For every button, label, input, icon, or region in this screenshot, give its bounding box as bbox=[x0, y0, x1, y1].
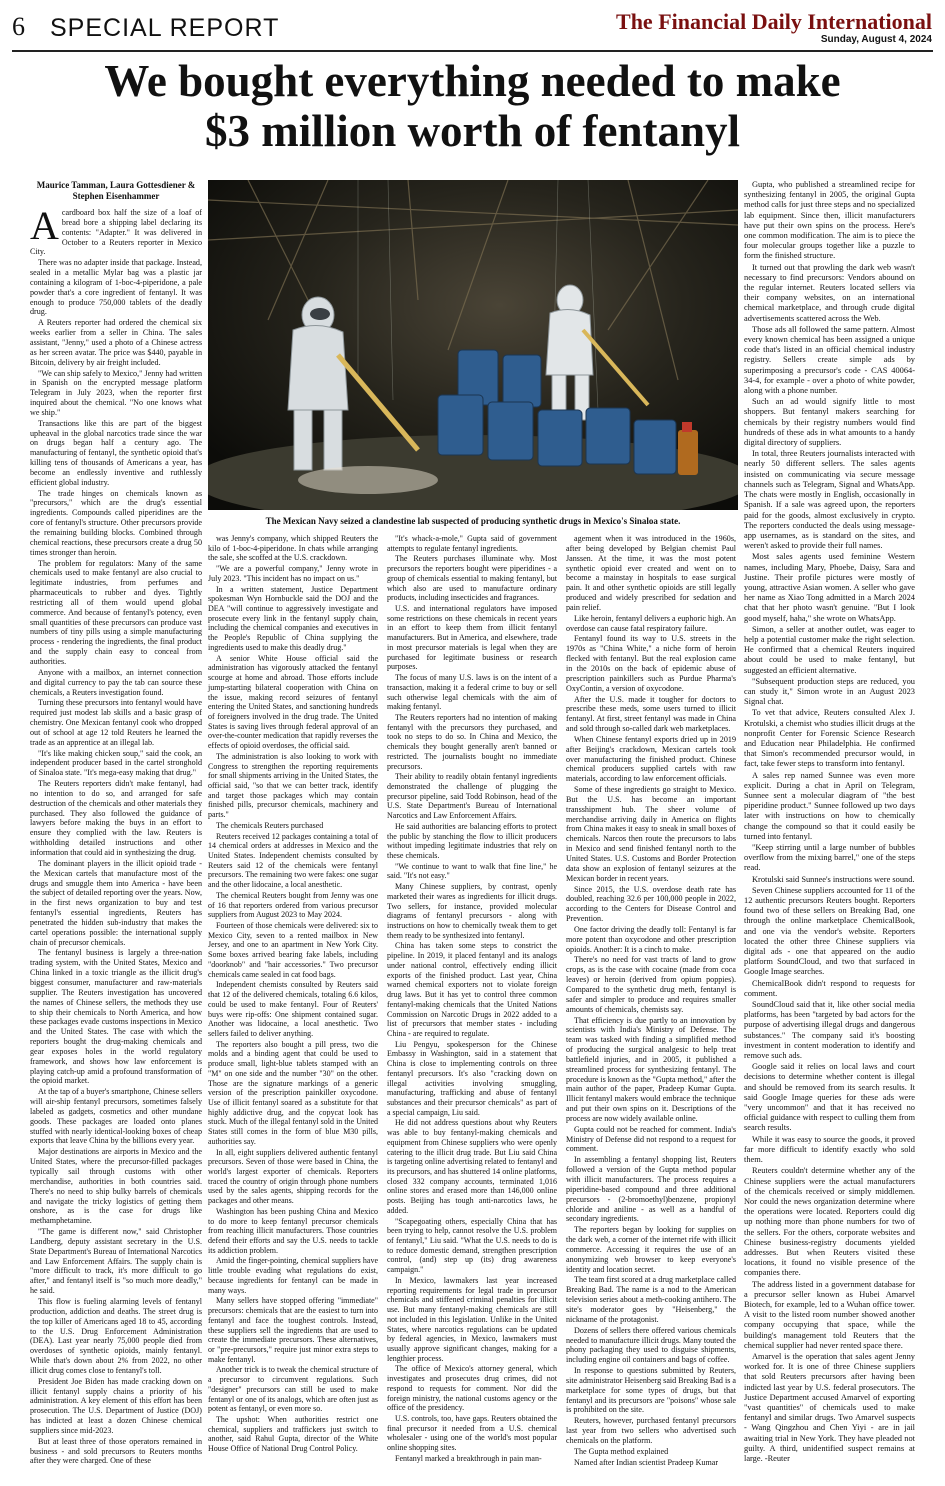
paragraph: The team first scored at a drug marketplace called Breaking Bad. The name is a nod to the American television series about a meth-cooking antihero. The site's moderator goes by "Heisenberg," the nickname of the protagonist. bbox=[566, 1275, 736, 1324]
paragraph: Dozens of sellers there offered various chemicals needed to manufacture illicit drugs. Many touted the phony packaging they used to disguise shipments, including engine oil containers and bags of coffee. bbox=[566, 1325, 736, 1365]
paragraph: In response to questions submitted by Reuters, site administrator Heisenberg said Breaking Bad is a marketplace for some types of drugs, but that fentanyl and its precursors are "poisons" whose sale is prohibited on the site. bbox=[566, 1366, 737, 1415]
drop-cap: A bbox=[30, 203, 59, 248]
column-1 bbox=[30, 180, 202, 1467]
paragraph: "Subsequent production steps are reduced, you can study it," Simon wrote in an August 2023 Signal chat. bbox=[744, 676, 915, 707]
paragraph: Those ads all followed the same pattern. Almost every known chemical has been assigned a unique code that's listed in an official chemical industry registry. Sellers create simple ads by superimposing a precursor's code - CAS 40064-34-4, for example - over a photo of white powder, along with a phone number. bbox=[744, 324, 915, 396]
paragraph: Fourteen of those chemicals were delivered: six to Mexico City, seven to a rented mailbox in New Jersey, and one to an apartment in New York City. Some boxes arrived bearing fake labels, including "doorknob" and "hair accessories." Two precursor chemicals came sealed in cat food bags. bbox=[208, 921, 378, 979]
paragraph: The chemical Reuters bought from Jenny was one of 16 that reporters ordered from various precursor suppliers from August 2023 to May 2024. bbox=[208, 890, 378, 920]
article-body bbox=[30, 180, 915, 1476]
paragraph: Fentanyl found its way to U.S. streets in the 1970s as "China White," a niche form of heroin flecked with fentanyl. But the real explosion came in the 2010s on the back of epidemic abuse of prescription painkillers such as Purdue Pharma's OxyContin, a version of oxycodone. bbox=[566, 634, 736, 693]
paragraph: After the U.S. made it tougher for doctors to prescribe these meds, some users turned to illicit fentanyl. At first, street fentanyl was made in China and sold through so-called dark web marketplaces. bbox=[566, 694, 736, 734]
paragraph: A senior White House official said the administration has vigorously attacked the fentanyl scourge at home and abroad. Those efforts include jump-starting bilateral cooperation with China on the issue, making record seizures of fentanyl entering the United States, and sanctioning hundreds of foreigners involved in the drug trade. The United States is saving lives through federal approval of an over-the-counter medication that rapidly reverses the effects of opioid overdoses, the official said. bbox=[208, 653, 378, 751]
lab-photo bbox=[208, 180, 738, 510]
paragraph: Major destinations are airports in Mexico and the United States, where the precursor-filled packages typically sail through customs with other merchandise, authorities in both countries said. There's no need to ship bulky barrels of chemicals and navigate the tricky logistics of getting them onshore, as is the case for drugs like methamphetamine. bbox=[30, 1147, 202, 1226]
paragraph: U.S. controls, too, have gaps. Reuters obtained the final precursor it needed from a U.S. chemical wholesaler - using one of the world's most popular online shopping sites. bbox=[387, 1413, 557, 1453]
paragraph: The reporters began by looking for supplies on the dark web, a corner of the internet rife with illicit commerce. Accessing it requires the use of an anonymizing web browser to keep everyone's identity and location secret. bbox=[566, 1225, 736, 1274]
paragraph: Reuters, however, purchased fentanyl precursors last year from two sellers who advertised such chemicals on the platform. bbox=[566, 1416, 736, 1445]
paragraph: Many sellers have stopped offering "immediate" precursors: chemicals that are the easiest to turn into fentanyl and face the toughest controls. Instead, these suppliers sell the ingredients that are used to create the immediate precursors. These alternatives, or "pre-precursors," require just minor extra steps to make fentanyl. bbox=[208, 1296, 378, 1364]
paragraph: In Mexico, lawmakers last year increased reporting requirements for legal trade in precursor chemicals and stiffened criminal penalties for illicit use. But many fentanyl-making chemicals are still not included in this legislation. Unlike in the United States, where narcotics regulations can be updated by federal agencies, in Mexico, lawmakers must usually approve significant changes, making for a lengthier process. bbox=[387, 1275, 557, 1363]
paragraph: That efficiency is due partly to an innovation by scientists with India's Ministry of Defense. The team was tasked with finding a simplified method of producing the surgical analgesic to help treat battlefield injuries, and in 2005, it published a streamlined process for synthesizing fentanyl. The procedure is known as the "Gupta method," after the main author of the paper, Pradeep Kumar Gupta. Illicit fentanyl makers would embrace the technique and put their own spins on it. Descriptions of the process are now widely available online. bbox=[566, 1015, 737, 1123]
paragraph: was Jenny's company, which shipped Reuters the kilo of 1-boc-4-piperidone. In chats while arranging the sale, she scoffed at the U.S. crackdown. bbox=[208, 534, 378, 563]
header-rule bbox=[12, 50, 933, 52]
paragraph: It turned out that prowling the dark web wasn't necessary to find precursors: Vendors abound on the regular internet. Reuters located sellers via their company websites, on an international chemical marketplace, and through crude digital advertisements scattered across the Web. bbox=[744, 262, 915, 323]
paragraph: The office of Mexico's attorney general, which investigates and prosecutes drug crimes, did not respond to requests for comment. Nor did the foreign ministry, the national customs agency or the office of the presidency. bbox=[387, 1364, 557, 1413]
paragraph: There's no need for vast tracts of land to grow crops, as is the case with cocaine (made from coca leaves) or heroin (derived from opium poppies). Compared to the synthetic drug meth, fentanyl is safer and simpler to produce and requires smaller amounts of chemicals, chemists say. bbox=[566, 955, 736, 1014]
paragraph: A Reuters reporter had ordered the chemical six weeks earlier from a seller in China. The sales assistant, "Jenny," used a photo of a Chinese actress as her screen avatar. The price was $440, payable in Bitcoin, delivery by air freight included. bbox=[30, 318, 202, 367]
paragraph: The administration is also looking to work with Congress to strengthen the reporting requirements for small shipments arriving in the United States, the official said, "so that we can better track, identify and target those packages which may contain finished pills, precursor chemicals, machinery and parts." bbox=[208, 751, 378, 820]
paragraph: Some of these ingredients go straight to Mexico. But the U.S. has become an important transshipment hub. The sheer volume of merchandise arriving daily in America on flights from China makes it easy to sneak in small boxes of chemicals. Narcos then route the precursors to labs in Mexico and send finished fentanyl north to the United States. U.S. Customs and Border Protection data show an explosion of fentanyl seizures at the Mexican border in recent years. bbox=[566, 785, 736, 883]
paragraph: Google said it relies on local laws and court decisions to determine whether content is illegal and should be removed from its search results. It said Google Image queries for these ads were "very uncommon" and that it has received no official guidance with respect to culling them from search results. bbox=[744, 1062, 915, 1133]
paragraph: Since 2015, the U.S. overdose death rate has doubled, reaching 32.6 per 100,000 people in 2022, according to the Centers for Disease Control and Prevention. bbox=[566, 884, 736, 924]
paragraph: Reuters couldn't determine whether any of the Chinese suppliers were the actual manufacturers of the chemicals received or simply middlemen. Nor could the news organization determine where the operations were located. Reporters could dig up nothing more than phone numbers for two of the sellers. For the others, corporate websites and Chinese business-registry documents yielded addresses. But when Reuters visited these locations, it found no visible presence of the companies there. bbox=[744, 1166, 915, 1278]
headline bbox=[20, 56, 925, 156]
paragraph: SoundCloud said that it, like other social media platforms, has been "targeted by bad actors for the purpose of advertising illegal drugs and dangerous substances." The company said it's boosting investment in content moderation to identify and remove such ads. bbox=[744, 1000, 915, 1061]
paragraph: Most sales agents used feminine Western names, including Mary, Phoebe, Daisy, Sara and Justine. Their profile pictures were mostly of young, attractive Asian women. A seller who gave her name as Xiao Tong admitted in a March 2024 chat that her photo wasn't genuine. "But I look good myself, haha," she wrote on WhatsApp. bbox=[744, 552, 915, 623]
paragraph: The Reuters purchases illuminate why. Most precursors the reporters bought were piperidines - a group of chemicals essential to making fentanyl, but which also are used to manufacture ordinary products, including insecticides and fragrances. bbox=[387, 554, 557, 603]
paragraph: Named after Indian scientist Pradeep Kumar bbox=[574, 1457, 719, 1467]
paragraph: "We are a powerful company," Jenny wrote in July 2023. "This incident has no impact on us." bbox=[208, 564, 378, 583]
paragraph: China has taken some steps to constrict the pipeline. In 2019, it placed fentanyl and its analogs under national control, effectively ending illicit exports of the finished product. Last year, China warned chemical exporters not to violate foreign drug laws. But it has yet to control three common fentanyl-making chemicals that the United Nations Commission on Narcotic Drugs in 2022 added to a list of precursors that member states - including China - are required to regulate. bbox=[387, 941, 557, 1038]
paragraph: He said authorities are balancing efforts to protect the public by stanching the flow to illicit producers without impeding legitimate industries that rely on these chemicals. bbox=[387, 821, 557, 860]
paragraph: "We continue to want to walk that fine line," he said. "It's not easy." bbox=[387, 861, 557, 881]
paragraph: The dominant players in the illicit opioid trade - the Mexican cartels that manufacture most of the drugs and smuggle them into America - have been the subject of detailed reporting over the years. Now, in the first news organization to buy and test fentanyl's essential ingredients, Reuters has penetrated the hidden sub-industry that makes the cartel operations possible: the international supply chain of precursor chemicals. bbox=[30, 858, 202, 947]
paragraph: Anyone with a mailbox, an internet connection and digital currency to pay the tab can source these chemicals, a Reuters investigation found. bbox=[30, 667, 202, 697]
paragraph: When Chinese fentanyl exports dried up in 2019 after Beijing's crackdown, Mexican cartels took over manufacturing the finished product. Chinese chemical producers supplied cartels with raw materials, according to law enforcement officials. bbox=[566, 734, 736, 784]
paragraph: "It's whack-a-mole," Gupta said of government attempts to regulate fentanyl ingredients. bbox=[387, 534, 557, 553]
column-5 bbox=[744, 180, 915, 1465]
paragraph: The Reuters reporters didn't make fentanyl, had no intention to do so, and arranged for safe destruction of the chemicals and other materials they purchased. They also followed the guidance of lawyers before making the buys in an effort to ensure they complied with the law. Reuters is withholding detailed instructions and other information that could aid in synthesizing the drug. bbox=[30, 779, 202, 857]
column-2 bbox=[208, 534, 378, 1455]
paragraph: While it was easy to source the goods, it proved far more difficult to identify exactly who sold them. bbox=[744, 1134, 915, 1165]
page-header bbox=[12, 8, 932, 48]
paragraph: "Scapegoating others, especially China that has been trying to help, cannot resolve the U.S. problem of fentanyl," Liu said. "What the U.S. needs to do is to reduce domestic demand, strengthen prescription control, (and) step up (its) drug awareness campaign." bbox=[387, 1216, 557, 1275]
paragraph: Reuters received 12 packages containing a total of 14 chemical orders at addresses in Mexico and the United States. Independent chemists consulted by Reuters said 12 of the chemicals were fentanyl precursors. The remaining two were fakes: one sugar and the other lidocaine, a local anesthetic. bbox=[208, 831, 378, 890]
paragraph: The upshot: When authorities restrict one chemical, suppliers and traffickers just switch to another, said Rahul Gupta, director of the White House Office of National Drug Control Policy. bbox=[208, 1414, 378, 1454]
paragraph: Such an ad would signify little to most shoppers. But fentanyl makers searching for chemicals by their registry numbers would find hundreds of these ads in what amounts to a handy digital directory of suppliers. bbox=[744, 397, 915, 448]
lab-photo-image bbox=[208, 180, 738, 510]
issue-date: Sunday, August 4, 2024 bbox=[820, 34, 932, 45]
paragraph: Turning these precursors into fentanyl would have required just modest lab skills and a basic grasp of chemistry. One Mexican fentanyl cook who dropped out of school at age 12 told Reuters he learned the trade as an apprentice at an illegal lab. bbox=[30, 698, 202, 747]
paragraph: The reporters also bought a pill press, two die molds and a binding agent that could be used to produce small, light-blue tablets stamped with an "M" on one side and the number "30" on the other. Those are the signature markings of a generic version of the prescription painkiller oxycodone. Use of illicit fentanyl soared as a substitute for that highly addictive drug, and the copycat look has stuck. Much of the illegal fentanyl sold in the United States still comes in the form of blue M30 pills, authorities say. bbox=[208, 1039, 378, 1146]
photo-caption: The Mexican Navy seized a clandestine lab suspected of producing synthetic drugs in Mexico's Sinaloa state. bbox=[265, 516, 681, 526]
paragraph: A sales rep named Sunnee was even more explicit. During a chat in April on Telegram, Sunnee sent a molecular diagram of "the best piperidine product." Sunnee followed up two days later with instructions on how to chemically change the compound so that it could easily be turned into fentanyl. bbox=[744, 770, 915, 841]
paragraph: "Keep stirring until a large number of bubbles overflow from the mixing barrel," one of the steps read. bbox=[744, 843, 915, 873]
paragraph: Amarvel is the operation that sales agent Jenny worked for. It is one of three Chinese suppliers that sold Reuters precursors after having been indicted last year by U.S. federal prosecutors. The Justice Department accused Amarvel of exporting "vast quantities" of chemicals used to make fentanyl and similar drugs. Two Amarvel suspects - Wang Qingzhou and Chen Yiyi - are in jail awaiting trial in New York. They have pleaded not guilty. A third, unidentified suspect remains at large. -Reuter bbox=[744, 1351, 915, 1463]
paragraph: Independent chemists consulted by Reuters said that 12 of the delivered chemicals, totaling 6.6 kilos, could be used to make fentanyl. Four of Reuters' buys were rip-offs: One shipment contained sugar. Another was lidocaine, a local anesthetic. Two sellers failed to deliver anything. bbox=[208, 980, 378, 1038]
paragraph: Many Chinese suppliers, by contrast, openly marketed their wares as ingredients for illicit drugs. Two sellers, for instance, provided molecular diagrams of fentanyl precursors - along with instructions on how to chemically tweak them to get them ready to be synthesized into fentanyl. bbox=[387, 882, 557, 940]
section-title: SPECIAL REPORT bbox=[50, 14, 280, 42]
paragraph: In all, eight suppliers delivered authentic fentanyl precursors. Seven of those were based in China, the world's largest exporter of chemicals. Reporters traced the country of origin through phone numbers used by the sales agents, shipping records for the packages and other means. bbox=[208, 1147, 378, 1206]
paragraph: Transactions like this are part of the biggest upheaval in the global narcotics trade since the war on drugs began half a century ago. The manufacturing of fentanyl, the synthetic opioid that's killing tens of thousands of Americans a year, has become an endlessly inventive and ruthlessly efficient global industry. bbox=[30, 418, 202, 487]
paragraph: This flow is fueling alarming levels of fentanyl production, addiction and deaths. The street drug is the top killer of Americans aged 18 to 45, according to the U.S. Drug Enforcement Administration (DEA). Last year nearly 75,000 people died from overdoses of synthetic opioids, mainly fentanyl. While that's down about 2% from 2022, no other illicit drug comes close to fentanyl's toll. bbox=[30, 1296, 202, 1375]
paragraph: The Gupta method explained bbox=[574, 1446, 669, 1456]
headline-line-2: $3 million worth of fentanyl bbox=[205, 106, 740, 156]
paragraph: Another trick is to tweak the chemical structure of a precursor to circumvent regulations. Such "designer" precursors can still be used to make fentanyl or one of its analogs, which are often just as potent as fentanyl, or even more so. bbox=[208, 1365, 378, 1414]
paragraph: Fentanyl marked a breakthrough in pain man- bbox=[395, 1453, 542, 1463]
paragraph: The address listed in a government database for a precursor seller known as Hubei Amarvel Biotech, for example, led to a Wuhan office tower. A visit to the listed room number showed another company occupying that space, while the building's management told Reuters that the chemical supplier had never rented space there. bbox=[744, 1279, 915, 1350]
page-number: 6 bbox=[12, 12, 25, 41]
paragraph: Amid the finger-pointing, chemical suppliers have little trouble evading what regulations do exist, because ingredients for fentanyl can be made in many ways. bbox=[208, 1256, 378, 1295]
paragraph: Like heroin, fentanyl delivers a euphoric high. An overdose can cause fatal respiratory failure. bbox=[566, 613, 736, 633]
paragraph: President Joe Biden has made cracking down on illicit fentanyl supply chains a priority of his administration. A key element of this effort has been prosecution. The U.S. Department of Justice (DOJ) has indicted at least a dozen Chinese chemical suppliers since mid-2023. bbox=[30, 1376, 202, 1435]
column-3 bbox=[387, 534, 557, 1465]
paragraph: Gupta could not be reached for comment. India's Ministry of Defense did not respond to a request for comment. bbox=[566, 1124, 736, 1154]
paragraph: In assembling a fentanyl shopping list, Reuters followed a version of the Gupta method popular with illicit manufacturers. The process requires a piperidine-based compound and three additional precursors - (2-bromoethyl)benzene, propionyl chloride and aniline - as well as a handful of secondary ingredients. bbox=[566, 1155, 736, 1224]
headline-line-1: We bought everything needed to make bbox=[104, 56, 841, 106]
paragraph: One factor driving the deadly toll: Fentanyl is far more potent than oxycodone and other prescription opioids. Another: It is a cinch to make. bbox=[566, 924, 736, 954]
masthead: The Financial Daily International bbox=[616, 9, 932, 34]
paragraph: "We can ship safely to Mexico," Jenny had written in Spanish on the encrypted message platform Telegram in July 2023, when the reporter first inquired about the chemical. "No one knows what we ship." bbox=[30, 368, 202, 417]
paragraph: Gupta, who published a streamlined recipe for synthesizing fentanyl in 2005, the original Gupta method calls for just three steps and no specialized lab equipment. Since then, illicit manufacturers have put their own spins on the process. Here's one common modification. The aim is to piece the four molecular groups together like a puzzle to form the finished structure. bbox=[744, 180, 915, 261]
paragraph: Seven Chinese suppliers accounted for 11 of the 12 authentic precursors Reuters bought. Reporters found two of these sellers on Breaking Bad, one through the online marketplace ChemicalBook, and one via the vendor's website. Reporters located the other three Chinese suppliers via digital ads - one that appeared on the audio platform SoundCloud, and two that surfaced in Google Image searches. bbox=[744, 885, 915, 977]
column-4 bbox=[566, 534, 736, 1468]
paragraph: To vet that advice, Reuters consulted Alex J. Krotulski, a chemist who studies illicit drugs at the nonprofit Center for Forensic Science Research and Education near Philadelphia. He confirmed that Simon's recommended precursor would, in fact, take fewer steps to transform into fentanyl. bbox=[744, 708, 915, 769]
paragraph: The chemicals Reuters purchased bbox=[216, 820, 324, 830]
paragraph: cardboard box half the size of a loaf of bread bore a shipping label declaring its contents: "Adapter." It was delivered in October to a Reuters reporter in Mexico City. bbox=[30, 208, 202, 257]
paragraph: The trade hinges on chemicals known as "precursors," which are the drug's essential ingredients. Compounds called piperidines are the core of fentanyl's structure. Other precursors provide the remaining building blocks. Combined through chemical reactions, these precursors create a drug 50 times stronger than heroin. bbox=[30, 488, 202, 557]
paragraph: In a written statement, Justice Department spokesman Wyn Hornbuckle said the DOJ and the DEA "will continue to aggressively investigate and prosecute every link in the fentanyl supply chain, including the chemical companies and executives in the People's Republic of China supplying the ingredients used to make this deadly drug." bbox=[208, 584, 378, 652]
paragraph: The focus of many U.S. laws is on the intent of a transaction, making it a federal crime to buy or sell such otherwise legal chemicals with the aim of making fentanyl. bbox=[387, 673, 557, 712]
paragraph: Their ability to readily obtain fentanyl ingredients demonstrated the challenge of plugging the precursor pipeline, said Todd Robinson, head of the U.S. State Department's Bureau of International Narcotics and Law Enforcement Affairs. bbox=[387, 772, 557, 821]
paragraph: But at least three of those operators remained in business - and sold precursors to Reuters months after they were charged. One of these bbox=[30, 1436, 202, 1466]
paragraph: ChemicalBook didn't respond to requests for comment. bbox=[744, 978, 915, 998]
paragraph: The fentanyl business is largely a three-nation trading system, with the United States, Mexico and China linked in a toxic triangle as the illicit drug's biggest consumer, manufacturer and raw-materials supplier. The Reuters investigation has uncovered the names of Chinese sellers, the methods they use to ship their chemicals to North America, and how these packages evade customs inspections in Mexico and the United States. The case with which the reporters bought the drug-making chemicals and gear exposes holes in the world regulatory framework, and shows how law enforcement is playing catch-up amid a profound transformation of the opioid market. bbox=[30, 948, 202, 1086]
paragraph: The Reuters reporters had no intention of making fentanyl with the precursors they purchased, and took no steps to do so. In China and Mexico, the chemicals they bought generally aren't banned or restricted. The journalists bought no immediate precursors. bbox=[387, 712, 557, 771]
byline: Maurice Tamman, Laura Gottesdiener & Stephen Eisenhammer bbox=[36, 180, 196, 201]
paragraph: Liu Pengyu, spokesperson for the Chinese Embassy in Washington, said in a statement that China is close to implementing controls on three fentanyl precursors. It's also "cracking down on illegal activities involving smuggling, manufacturing, trafficking and abuse of fentanyl substances and their precursor chemicals" as part of a special campaign, Liu said. bbox=[387, 1039, 557, 1117]
paragraph: agement when it was introduced in the 1960s, after being developed by Belgian chemist Paul Janssen. At the time, it was the most potent synthetic opioid ever created and went on to become a mainstay in hospitals to ease surgical pain. It and other synthetic opioids are still legally produced and widely prescribed for sedation and pain relief. bbox=[566, 534, 736, 612]
paragraph: In total, three Reuters journalists interacted with nearly 50 different sellers. The sales agents insisted on communicating via secure message channels such as Telegram, Signal and WhatsApp. The chats were mostly in English, occasionally in Spanish. If a sale was agreed upon, the reporters paid for the goods, almost exclusively in crypto. The reporters conducted the deals using message-app usernames, as is standard on the sites, and weren't asked to provide their full names. bbox=[744, 449, 915, 551]
paragraph: He did not address questions about why Reuters was able to buy fentanyl-making chemicals and equipment from Chinese suppliers who were openly catering to the illicit drug trade. But Liu said China is targeting online advertising related to fentanyl and its precursors, and has shuttered 14 online platforms, closed 332 company accounts, terminated 1,016 online stores and erased more than 146,000 online posts. Beijing has tough anti-narcotics laws, he added. bbox=[387, 1118, 557, 1215]
paragraph: Simon, a seller at another outlet, was eager to help a potential customer make the right selection. He confirmed that a chemical Reuters inquired about could be used to make fentanyl, but suggested an efficient alternative. bbox=[744, 624, 915, 675]
paragraph: U.S. and international regulators have imposed some restrictions on these chemicals in recent years in an effort to keep them from illicit fentanyl manufacturers. But in America, and elsewhere, trade in most precursor materials is legal when they are purchased for legitimate business or research purposes. bbox=[387, 604, 557, 672]
paragraph: "It's like making chicken soup," said the cook, an independent producer based in the cartel stronghold of Sinaloa state. "It's mega-easy making that drug." bbox=[30, 748, 202, 778]
paragraph: There was no adapter inside that package. Instead, sealed in a metallic Mylar bag was a plastic jar containing a kilogram of 1-boc-4-piperidone, a pale powder that's a core ingredient of fentanyl. It was enough to produce 750,000 tablets of the deadly drug. bbox=[30, 258, 202, 317]
paragraph: The problem for regulators: Many of the same chemicals used to make fentanyl are also crucial to legitimate industries, from perfumes and pharmaceuticals to rubber and dyes. Tightly restricting all of them would upend global commerce. And because of fentanyl's potency, even small quantities of these precursors can produce vast numbers of tiny pills using a simple manufacturing process - rendering the ingredients, the final product and the supply chain easy to conceal from authorities. bbox=[30, 558, 202, 666]
paragraph: At the tap of a buyer's smartphone, Chinese sellers will air-ship fentanyl precursors, sometimes falsely labeled as gadgets, cosmetics and other mundane goods. These packages are loaded onto planes stuffed with nearly identical-looking boxes of cheap exports that leave China by the billions every year. bbox=[30, 1087, 202, 1146]
paragraph: "The game is different now," said Christopher Landberg, deputy assistant secretary in the U.S. State Department's Bureau of International Narcotics and Law Enforcement Affairs. The supply chain is "more difficult to track, it's more difficult to go after," and fentanyl itself is "so much more deadly," he said. bbox=[30, 1227, 202, 1296]
paragraph: Krotulski said Sunnee's instructions were sound. bbox=[752, 874, 915, 884]
paragraph: Washington has been pushing China and Mexico to do more to keep fentanyl precursor chemicals from reaching illicit manufacturers. Those countries defend their efforts and say the U.S. needs to tackle its addiction problem. bbox=[208, 1206, 378, 1255]
